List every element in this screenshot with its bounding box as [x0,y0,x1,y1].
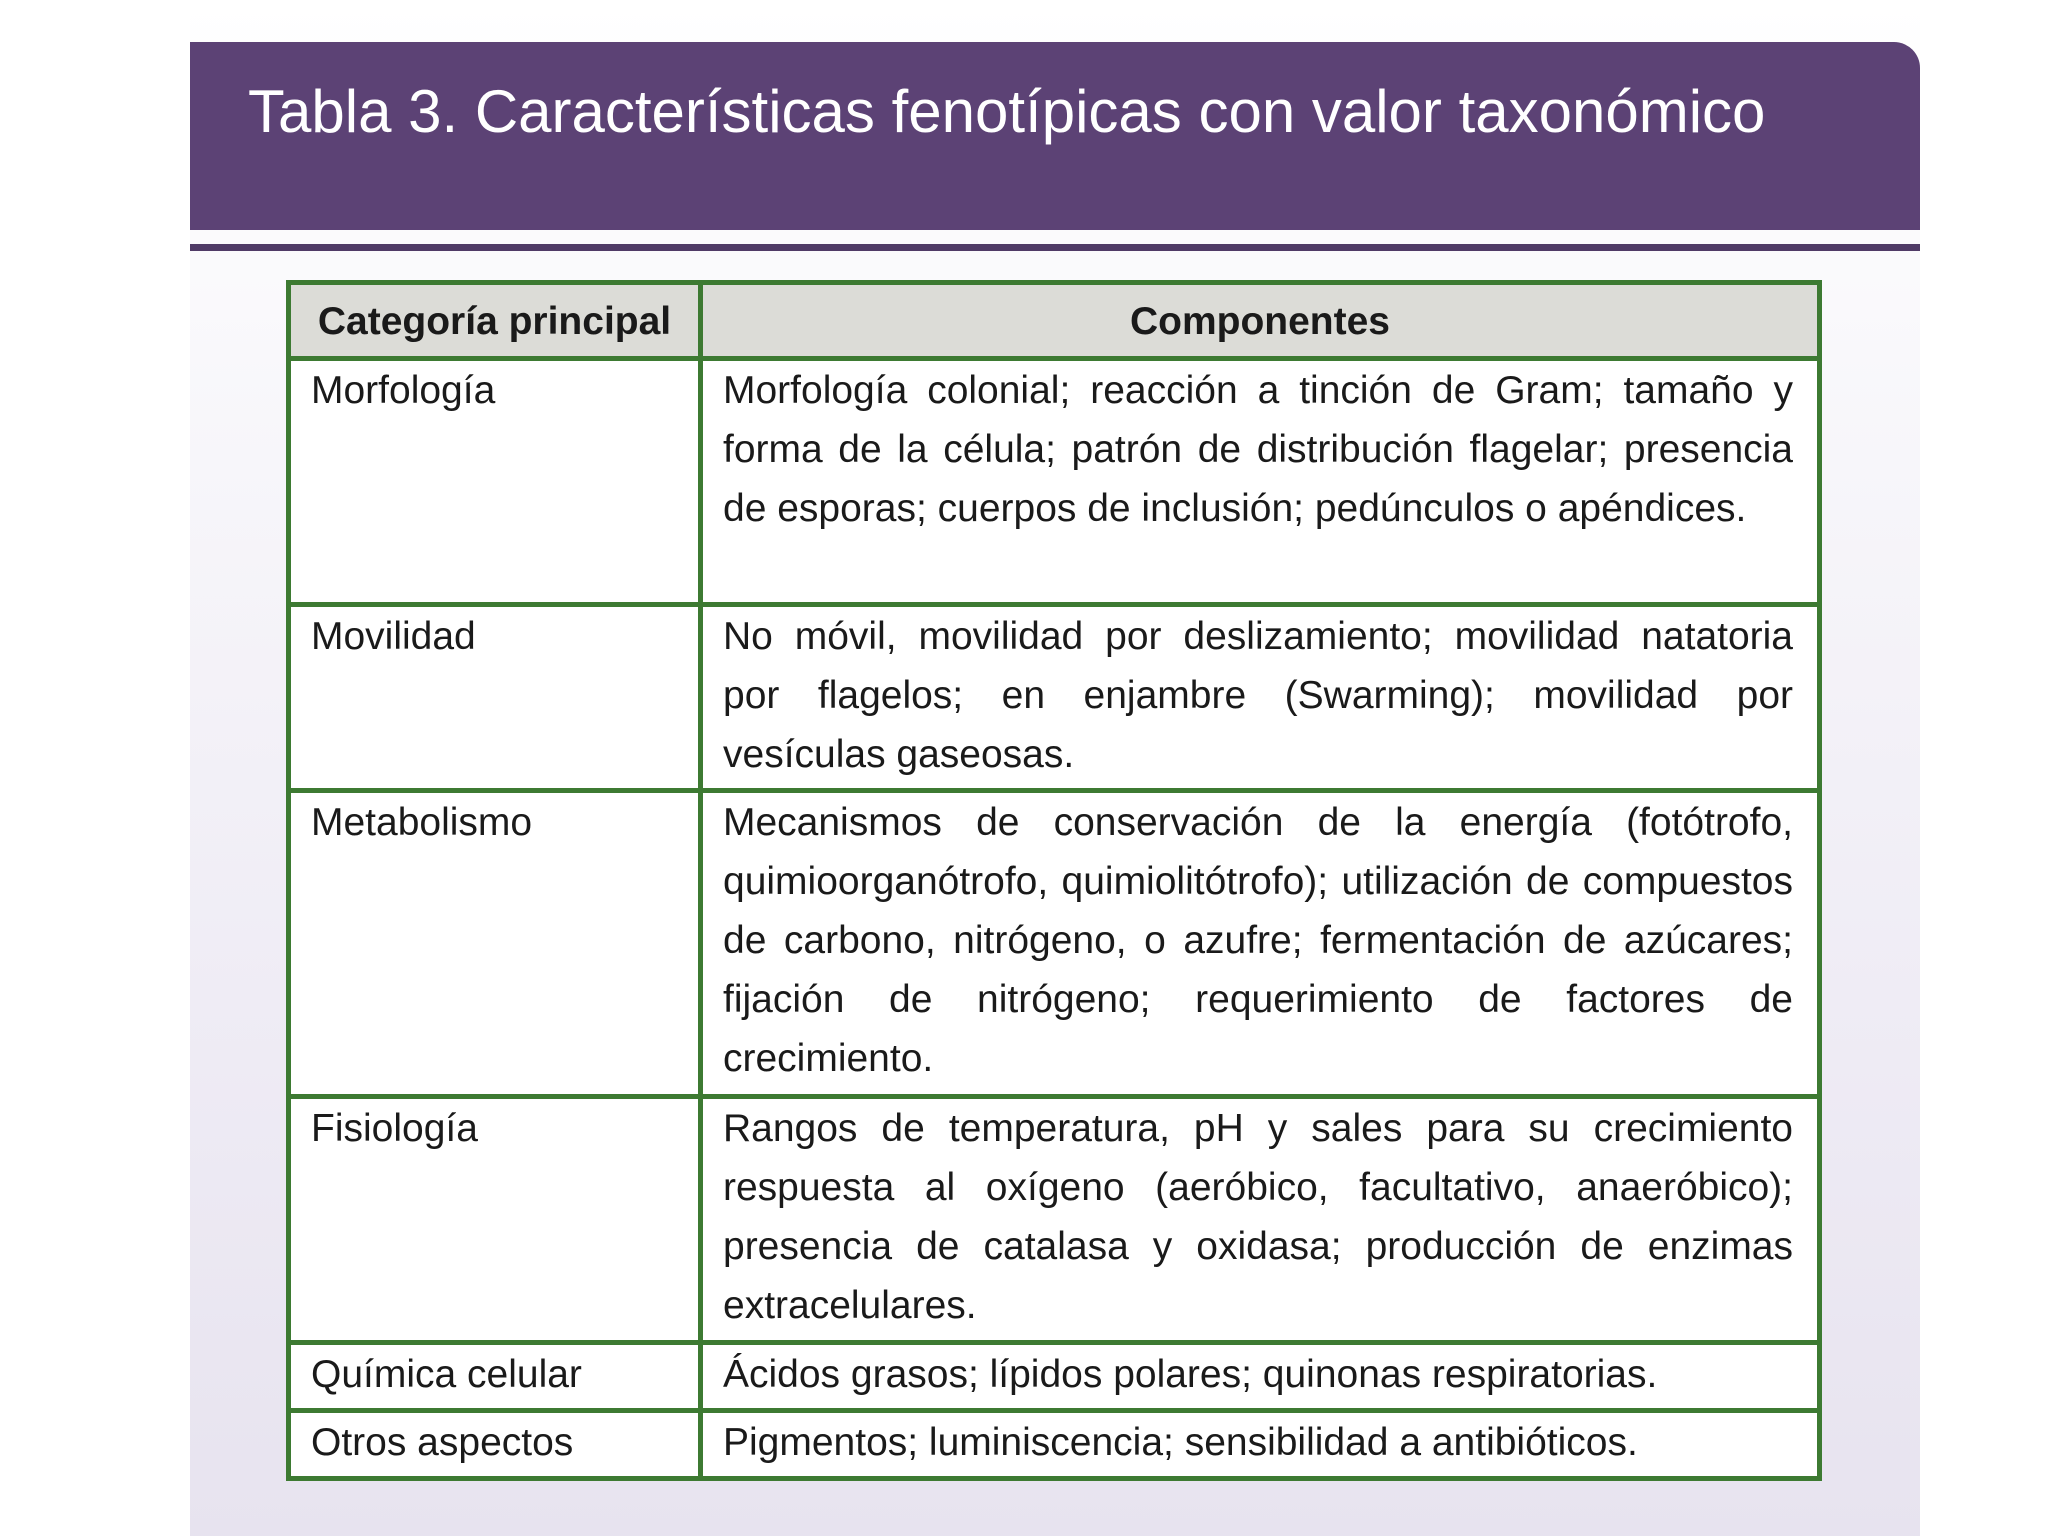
table-row [289,791,1820,1097]
row-category: Otros aspectos [289,1411,701,1479]
row-category: Química celular [289,1343,701,1411]
row-category: Fisiología [289,1097,701,1343]
column-header-category: Categoría principal [289,283,701,359]
column-header-components: Componentes [701,283,1820,359]
row-category: Movilidad [289,605,701,791]
table-row [289,605,1820,791]
row-category: Morfología [289,359,701,605]
title-divider [190,244,1920,251]
row-components: Ácidos grasos; lípidos polares; quinonas respiratorias. [701,1343,1820,1411]
row-components: Mecanismos de conservación de la energía (fotótrofo, quimioorganótrofo, quimiolitótrofo); utilización de compuestos de carbono, nitrógeno, o azufre; fermentación de azúcares; fijación de nitrógeno; requerimiento de factores de crecimiento. [701,791,1820,1097]
row-components: Pigmentos; luminiscencia; sensibilidad a antibióticos. [701,1411,1820,1479]
row-components: Rangos de temperatura, pH y sales para su crecimiento respuesta al oxígeno (aeróbico, facultativo, anaeróbico); presencia de catalasa y oxidasa; producción de enzimas extracelulares. [701,1097,1820,1343]
slide-title: Tabla 3. Características fenotípicas con valor taxonómico [190,42,1920,230]
phenotypic-table [286,280,1822,1481]
table-row [289,1343,1820,1411]
table-row [289,1097,1820,1343]
table-row [289,1411,1820,1479]
table-header-row [289,283,1820,359]
table-row [289,359,1820,605]
row-components: No móvil, movilidad por deslizamiento; movilidad natatoria por flagelos; en enjambre (Swarming); movilidad por vesículas gaseosas. [701,605,1820,791]
row-components: Morfología colonial; reacción a tinción de Gram; tamaño y forma de la célula; patrón de distribución flagelar; presencia de esporas; cuerpos de inclusión; pedúnculos o apéndices. [701,359,1820,605]
row-category: Metabolismo [289,791,701,1097]
